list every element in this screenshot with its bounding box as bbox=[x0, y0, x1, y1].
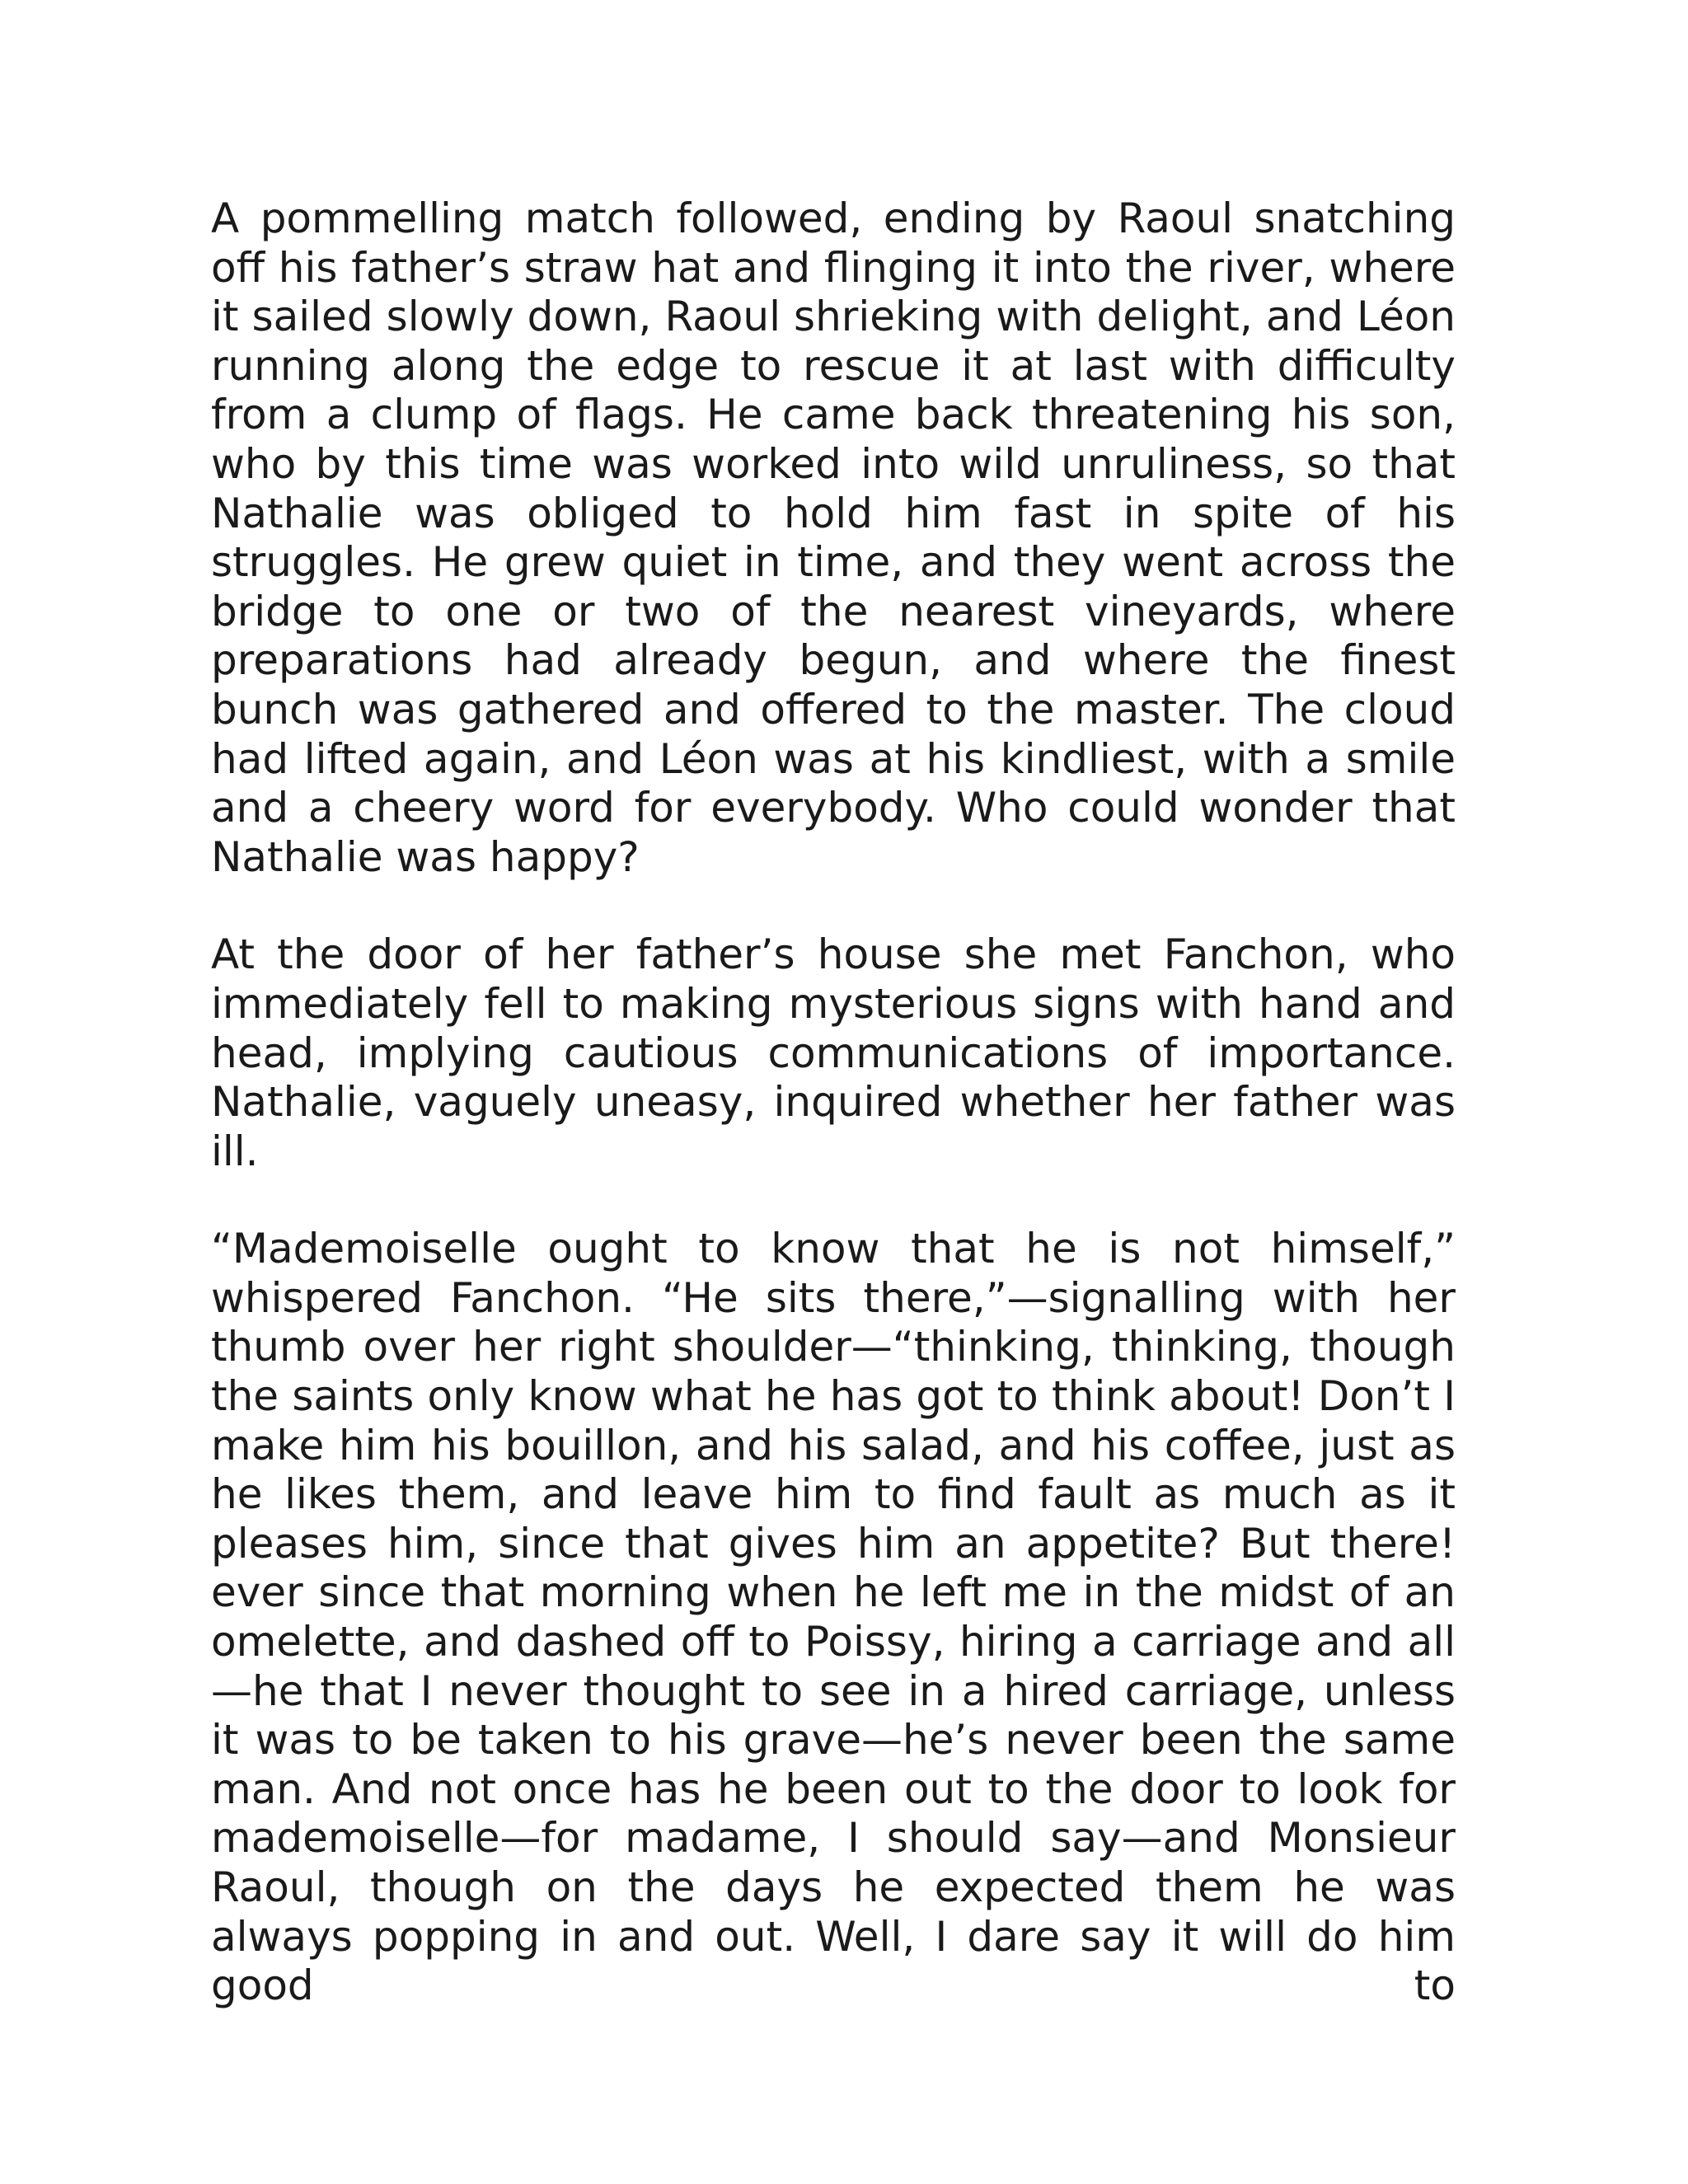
paragraph-1: A pommelling match followed, ending by Raoul snatching off his father’s straw hat and flinging it into the river, where it sailed slowly down, Raoul shrieking with delight, and Léon running along the edge to rescue it at last with difficulty from a clump of flags. He came back threatening his son, who by this time was worked into wild unruliness, so that Nathalie was obliged to hold him fast in spite of his struggles. He grew quiet in time, and they went across the bridge to one or two of the nearest vineyards, where preparations had already begun, and where the finest bunch was gathered and offered to the master. The cloud had lifted again, and Léon was at his kindliest, with a smile and a cheery word for everybody. Who could wonder that Nathalie was happy? bbox=[211, 194, 1456, 881]
paragraph-3: “Mademoiselle ought to know that he is not himself,” whispered Fanchon. “He sits there,”—signalling with her thumb over her right shoulder—“thinking, thinking, though the saints only know what he has got to think about! Don’t I make him his bouillon, and his salad, and his coffee, just as he likes them, and leave him to find fault as much as it pleases him, since that gives him an appetite? But there! ever since that morning when he left me in the midst of an omelette, and dashed off to Poissy, hiring a carriage and all —he that I never thought to see in a hired carriage, unless it was to be taken to his grave—he’s never been the same man. And not once has he been out to the door to look for mademoiselle—for madame, I should say—and Monsieur Raoul, though on the days he expected them he was always popping in and out. Well, I dare say it will do him good to bbox=[211, 1225, 1456, 2010]
paragraph-2: At the door of her father’s house she met Fanchon, who immediately fell to making mysterious signs with hand and head, implying cautious communications of importance. Nathalie, vaguely uneasy, inquired whether her father was ill. bbox=[211, 930, 1456, 1175]
body-text bbox=[211, 194, 1456, 2011]
